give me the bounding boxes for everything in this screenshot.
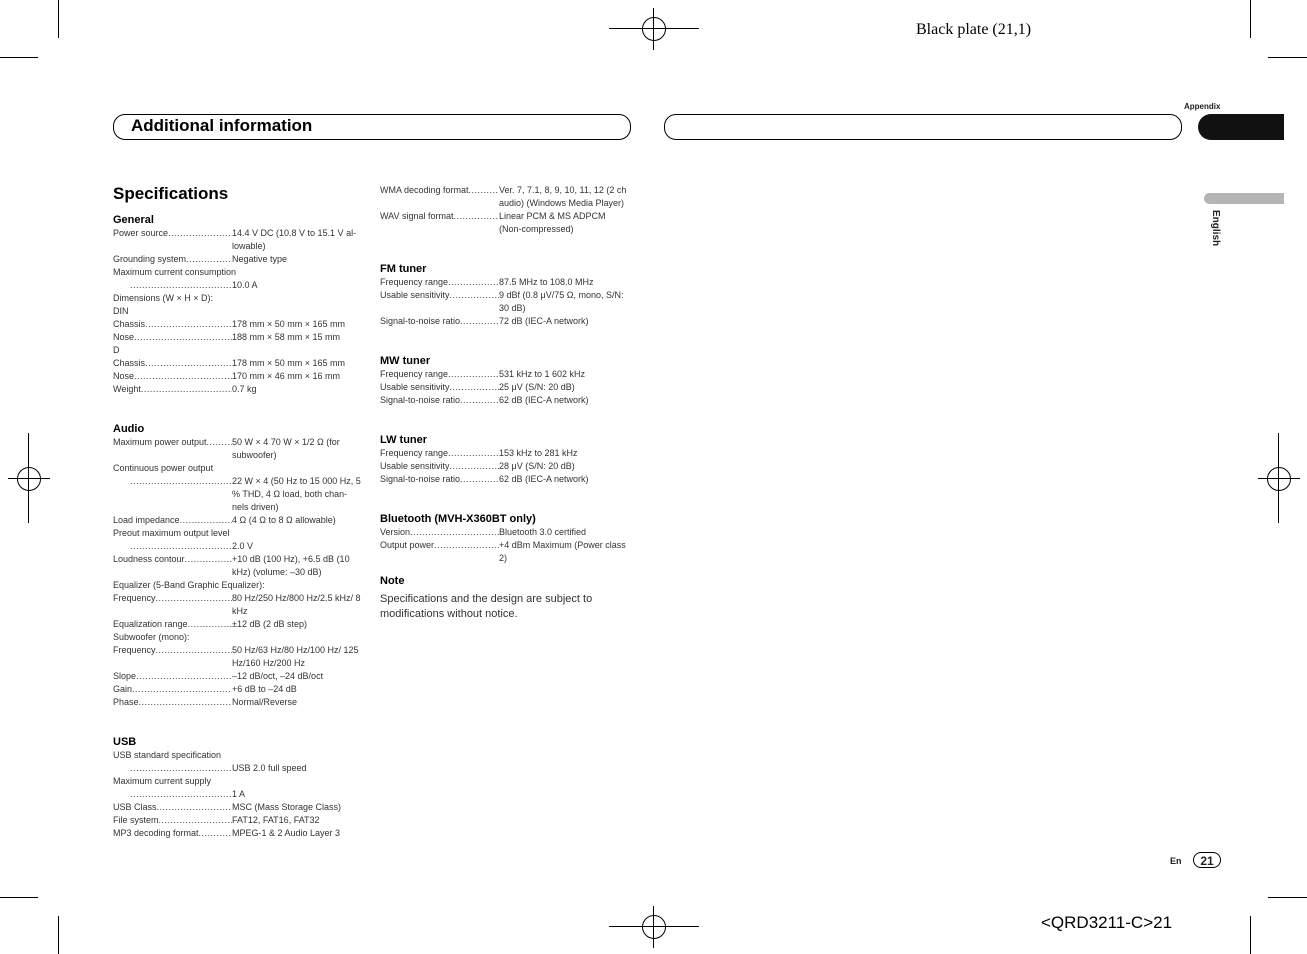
page-language-code: En bbox=[1170, 856, 1182, 866]
spec-value: 170 mm × 46 mm × 16 mm bbox=[232, 371, 341, 381]
spec-row bbox=[380, 210, 632, 236]
page-number: 21 bbox=[1193, 852, 1221, 868]
spec-value: 72 dB (IEC-A network) bbox=[499, 316, 589, 326]
spec-row bbox=[380, 460, 632, 473]
spec-label-text: Usable sensitivity bbox=[380, 382, 450, 392]
spec-value: Normal/Reverse bbox=[232, 697, 298, 707]
spec-value: 14.4 V DC (10.8 V to 15.1 V al- lowable) bbox=[232, 228, 357, 251]
spec-label bbox=[380, 315, 499, 328]
spec-row bbox=[113, 696, 365, 709]
section-heading: LW tuner bbox=[380, 434, 428, 446]
spec-value: +6 dB to –24 dB bbox=[232, 684, 297, 694]
spec-value: 2.0 V bbox=[232, 541, 254, 551]
spec-label-text: Frequency bbox=[113, 645, 156, 655]
spec-label-text: Subwoofer (mono): bbox=[113, 632, 190, 642]
spec-row bbox=[113, 775, 365, 788]
spec-label-text: Usable sensitivity bbox=[380, 290, 450, 300]
spec-row bbox=[380, 276, 632, 289]
spec-label bbox=[113, 370, 232, 383]
crop-mark bbox=[0, 57, 38, 58]
spec-row bbox=[113, 827, 365, 840]
header-pill-right bbox=[664, 114, 1182, 140]
spec-row bbox=[380, 368, 632, 381]
spec-label-text: Frequency range bbox=[380, 448, 449, 458]
spec-row bbox=[113, 331, 365, 344]
spec-label bbox=[113, 762, 232, 775]
note-heading: Note bbox=[380, 575, 405, 587]
spec-row bbox=[113, 618, 365, 631]
spec-label bbox=[113, 814, 232, 827]
spec-row bbox=[380, 315, 632, 328]
spec-label bbox=[113, 266, 236, 279]
appendix-label: Appendix bbox=[1184, 102, 1221, 111]
spec-label-text: Signal-to-noise ratio bbox=[380, 316, 461, 326]
spec-value: Bluetooth 3.0 certified bbox=[499, 527, 587, 537]
spec-label-text: Preout maximum output level bbox=[113, 528, 230, 538]
spec-label bbox=[113, 749, 221, 762]
spec-label bbox=[113, 227, 232, 240]
spec-row bbox=[113, 344, 365, 357]
spec-label bbox=[113, 253, 232, 266]
spec-row bbox=[113, 357, 365, 370]
spec-row bbox=[380, 539, 632, 565]
spec-column-right bbox=[380, 184, 632, 622]
spec-label-text: Nose bbox=[113, 332, 135, 342]
spec-label bbox=[380, 210, 499, 223]
registration-circle-icon bbox=[1267, 467, 1291, 491]
spec-value: 62 dB (IEC-A network) bbox=[499, 395, 589, 405]
spec-value: 188 mm × 58 mm × 15 mm bbox=[232, 332, 341, 342]
spec-row bbox=[113, 462, 365, 475]
spec-value: 9 dBf (0.8 μV/75 Ω, mono, S/N: 30 dB) bbox=[499, 290, 624, 313]
spec-row bbox=[380, 381, 632, 394]
spec-label bbox=[380, 381, 499, 394]
spec-label-text: Frequency bbox=[113, 593, 156, 603]
section-heading: Audio bbox=[113, 423, 145, 435]
spec-label-text: Slope bbox=[113, 671, 137, 681]
spec-label bbox=[113, 683, 232, 696]
spec-label-text: Chassis bbox=[113, 358, 146, 368]
spec-label bbox=[113, 292, 213, 305]
spec-label-text: D bbox=[113, 345, 120, 355]
spec-value: Ver. 7, 7.1, 8, 9, 10, 11, 12 (2 ch audio) (Windows Media Player) bbox=[499, 185, 627, 208]
spec-label-text: Signal-to-noise ratio bbox=[380, 395, 461, 405]
spec-label bbox=[113, 462, 213, 475]
spec-label bbox=[113, 318, 232, 331]
section-gap bbox=[380, 407, 632, 433]
crop-mark bbox=[1250, 916, 1251, 954]
spec-row bbox=[113, 592, 365, 618]
spec-row bbox=[113, 749, 365, 762]
spec-row bbox=[113, 292, 365, 305]
section-heading: Bluetooth (MVH-X360BT only) bbox=[380, 513, 536, 525]
spec-row bbox=[113, 227, 365, 253]
spec-value: 22 W × 4 (50 Hz to 15 000 Hz, 5 % THD, 4 Ω load, both chan- nels driven) bbox=[232, 476, 361, 512]
language-tab: English bbox=[1210, 210, 1221, 247]
spec-label bbox=[113, 644, 232, 657]
spec-label-text: Frequency range bbox=[380, 369, 449, 379]
header-title: Additional information bbox=[131, 116, 313, 135]
spec-label-text: Load impedance bbox=[113, 515, 180, 525]
spec-row bbox=[113, 527, 365, 540]
spec-label-text: Gain bbox=[113, 684, 133, 694]
section-heading: MW tuner bbox=[380, 355, 431, 367]
spec-row bbox=[113, 814, 365, 827]
spec-value: 531 kHz to 1 602 kHz bbox=[499, 369, 586, 379]
registration-circle-icon bbox=[17, 467, 41, 491]
spec-label bbox=[113, 696, 232, 709]
spec-row bbox=[380, 526, 632, 539]
section-gap bbox=[380, 486, 632, 512]
spec-row bbox=[380, 394, 632, 407]
spec-value: 10.0 A bbox=[232, 280, 258, 290]
spec-value: ±12 dB (2 dB step) bbox=[232, 619, 307, 629]
spec-value: 50 W × 4 70 W × 1/2 Ω (for subwoofer) bbox=[232, 437, 340, 460]
spec-row bbox=[380, 184, 632, 210]
spec-value: +10 dB (100 Hz), +6.5 dB (10 kHz) (volume: –30 dB) bbox=[232, 554, 350, 577]
spec-label-text: Equalizer (5-Band Graphic Equalizer): bbox=[113, 580, 265, 590]
spec-value: 80 Hz/250 Hz/800 Hz/2.5 kHz/ 8 kHz bbox=[232, 593, 361, 616]
spec-row bbox=[113, 644, 365, 670]
spec-label bbox=[380, 289, 499, 302]
spec-label bbox=[113, 383, 232, 396]
spec-value: MSC (Mass Storage Class) bbox=[232, 802, 342, 812]
spec-row bbox=[113, 762, 365, 775]
spec-label bbox=[113, 514, 232, 527]
crop-mark bbox=[58, 916, 59, 954]
spec-row bbox=[113, 683, 365, 696]
section-gap bbox=[113, 396, 365, 422]
plate-label: Black plate (21,1) bbox=[916, 21, 1032, 38]
spec-label bbox=[113, 788, 232, 801]
spec-label-text: Nose bbox=[113, 371, 135, 381]
spec-row bbox=[113, 370, 365, 383]
spec-label-text: Usable sensitivity bbox=[380, 461, 450, 471]
spec-value: Negative type bbox=[232, 254, 288, 264]
spec-label-text: Signal-to-noise ratio bbox=[380, 474, 461, 484]
spec-label bbox=[380, 526, 499, 539]
spec-value: 62 dB (IEC-A network) bbox=[499, 474, 589, 484]
spec-value: 4 Ω (4 Ω to 8 Ω allowable) bbox=[232, 515, 336, 525]
spec-label bbox=[113, 553, 232, 566]
spec-value: 25 μV (S/N: 20 dB) bbox=[499, 382, 575, 392]
spec-label-text: Loudness contour bbox=[113, 554, 185, 564]
spec-label bbox=[113, 540, 232, 553]
spec-label bbox=[113, 579, 265, 592]
spec-label bbox=[380, 539, 499, 552]
spec-label-text: Equalization range bbox=[113, 619, 188, 629]
spec-value: MPEG-1 & 2 Audio Layer 3 bbox=[232, 828, 341, 838]
spec-label-text: File system bbox=[113, 815, 159, 825]
section-heading: FM tuner bbox=[380, 263, 427, 275]
section-gap bbox=[380, 236, 632, 262]
section-heading: General bbox=[113, 214, 154, 226]
spec-row bbox=[113, 540, 365, 553]
spec-value: 1 A bbox=[232, 789, 246, 799]
spec-value: USB 2.0 full speed bbox=[232, 763, 307, 773]
section-gap bbox=[380, 565, 632, 575]
spec-label bbox=[113, 475, 232, 488]
crop-mark bbox=[1250, 0, 1251, 38]
registration-circle-icon bbox=[642, 17, 666, 41]
section-gap bbox=[380, 328, 632, 354]
spec-label-text: Chassis bbox=[113, 319, 146, 329]
spec-row bbox=[113, 631, 365, 644]
spec-label-text: MP3 decoding format bbox=[113, 828, 199, 838]
spec-label bbox=[113, 827, 232, 840]
spec-label-text: Output power bbox=[380, 540, 435, 550]
crop-mark bbox=[1268, 57, 1307, 58]
spec-label-text: Maximum current supply bbox=[113, 776, 212, 786]
spec-row bbox=[113, 553, 365, 579]
spec-row bbox=[113, 788, 365, 801]
spec-row bbox=[113, 670, 365, 683]
spec-row bbox=[380, 473, 632, 486]
spec-value: 87.5 MHz to 108.0 MHz bbox=[499, 277, 594, 287]
spec-label bbox=[113, 279, 232, 292]
spec-label bbox=[113, 344, 120, 357]
spec-label-text: Frequency range bbox=[380, 277, 449, 287]
spec-value: 178 mm × 50 mm × 165 mm bbox=[232, 319, 346, 329]
spec-label-text: DIN bbox=[113, 306, 129, 316]
spec-row bbox=[113, 514, 365, 527]
spec-value: –12 dB/oct, –24 dB/oct bbox=[232, 671, 324, 681]
spec-label bbox=[113, 436, 232, 449]
spec-value: 153 kHz to 281 kHz bbox=[499, 448, 578, 458]
spec-row bbox=[113, 305, 365, 318]
spec-row bbox=[113, 436, 365, 462]
page-heading: Specifications bbox=[113, 184, 229, 203]
spec-label-text: USB Class bbox=[113, 802, 157, 812]
spec-value: 0.7 kg bbox=[232, 384, 257, 394]
spec-label-text: Maximum power output bbox=[113, 437, 207, 447]
spec-label bbox=[113, 670, 232, 683]
crop-mark bbox=[58, 0, 59, 38]
spec-label bbox=[113, 592, 232, 605]
spec-label bbox=[380, 184, 499, 197]
spec-label bbox=[113, 331, 232, 344]
spec-value: Linear PCM & MS ADPCM (Non-compressed) bbox=[499, 211, 606, 234]
spec-label bbox=[380, 368, 499, 381]
spec-column-left bbox=[113, 213, 365, 840]
spec-row bbox=[113, 801, 365, 814]
spec-label-text: Continuous power output bbox=[113, 463, 214, 473]
spec-label bbox=[380, 460, 499, 473]
spec-label-text: WAV signal format bbox=[380, 211, 454, 221]
spec-label bbox=[380, 394, 499, 407]
spec-label-text: Phase bbox=[113, 697, 139, 707]
spec-label-text: Weight bbox=[113, 384, 141, 394]
spec-value: FAT12, FAT16, FAT32 bbox=[232, 815, 320, 825]
spec-value: 178 mm × 50 mm × 165 mm bbox=[232, 358, 346, 368]
crop-mark bbox=[0, 897, 38, 898]
spec-label bbox=[113, 801, 232, 814]
spec-row bbox=[380, 289, 632, 315]
spec-row bbox=[380, 447, 632, 460]
crop-mark bbox=[1268, 897, 1307, 898]
spec-row bbox=[113, 383, 365, 396]
spec-label bbox=[380, 473, 499, 486]
spec-row bbox=[113, 253, 365, 266]
registration-circle-icon bbox=[642, 915, 666, 939]
document-code: <QRD3211-C>21 bbox=[1041, 913, 1173, 932]
spec-row bbox=[113, 318, 365, 331]
spec-label bbox=[113, 357, 232, 370]
spec-value: 50 Hz/63 Hz/80 Hz/100 Hz/ 125 Hz/160 Hz/200 Hz bbox=[232, 645, 359, 668]
language-tab-bar bbox=[1204, 193, 1284, 204]
spec-label-text: USB standard specification bbox=[113, 750, 222, 760]
spec-row bbox=[113, 475, 365, 514]
spec-row bbox=[113, 279, 365, 292]
spec-label bbox=[380, 447, 499, 460]
spec-label bbox=[113, 527, 230, 540]
spec-label bbox=[113, 305, 129, 318]
spec-label-text: Dimensions (W × H × D): bbox=[113, 293, 214, 303]
spec-value: 28 μV (S/N: 20 dB) bbox=[499, 461, 575, 471]
spec-label bbox=[113, 631, 190, 644]
spec-label-text: Maximum current consumption bbox=[113, 267, 237, 277]
spec-label-text: Power source bbox=[113, 228, 169, 238]
section-heading: USB bbox=[113, 736, 137, 748]
spec-label bbox=[380, 276, 499, 289]
spec-row bbox=[113, 579, 365, 592]
spec-label bbox=[113, 618, 232, 631]
section-gap bbox=[113, 709, 365, 735]
spec-value: +4 dBm Maximum (Power class 2) bbox=[499, 540, 626, 563]
spec-label bbox=[113, 775, 211, 788]
spec-label-text: WMA decoding format bbox=[380, 185, 469, 195]
note-text: Specifications and the design are subject to modifications without notice. bbox=[380, 593, 593, 620]
section-tab-bar bbox=[1198, 114, 1284, 140]
spec-row bbox=[113, 266, 365, 279]
spec-label-text: Grounding system bbox=[113, 254, 187, 264]
spec-label-text: Version bbox=[380, 527, 411, 537]
